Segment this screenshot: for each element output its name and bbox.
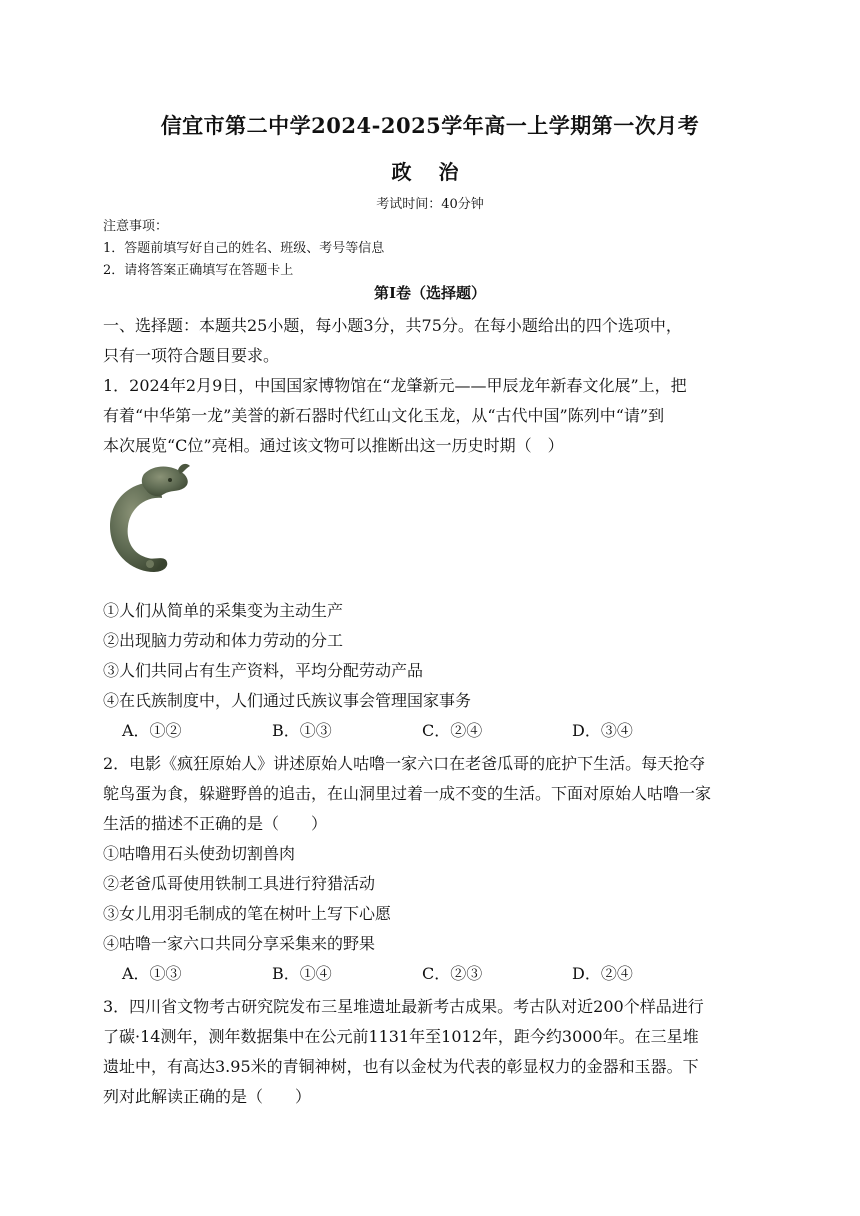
notice-item: 1．答题前填写好自己的姓名、班级、考号等信息 [103, 241, 385, 256]
question-2-statement: ④咕噜一家六口共同分享采集来的野果 [103, 934, 376, 953]
jade-dragon-image [100, 460, 192, 578]
question-2-options [122, 961, 722, 984]
question-1-statement: ③人们共同占有生产资料，平均分配劳动产品 [103, 661, 424, 680]
question-3-stem: 3．四川省文物考古研究院发布三星堆遗址最新考古成果。考古队对近200个样品进行 [103, 997, 704, 1016]
option-c[interactable]: C．②③ [422, 964, 483, 983]
section-instructions: 只有一项符合题目要求。 [103, 346, 280, 365]
question-1-stem: 1．2024年2月9日，中国国家博物馆在“龙肇新元——甲辰龙年新春文化展”上，把 [103, 376, 687, 395]
question-2-statement: ①咕噜用石头使劲切割兽肉 [103, 844, 296, 863]
notice-item: 2．请将答案正确填写在答题卡上 [103, 263, 294, 278]
exam-time: 考试时间：40分钟 [376, 197, 484, 212]
option-b[interactable]: B．①③ [272, 721, 332, 740]
question-2-statement: ②老爸瓜哥使用铁制工具进行狩猎活动 [103, 874, 376, 893]
question-3-stem: 列对此解读正确的是（ ） [103, 1087, 312, 1106]
notice-heading: 注意事项： [103, 219, 169, 234]
question-1-options [122, 718, 722, 741]
option-b[interactable]: B．①④ [272, 964, 332, 983]
question-1-statement: ④在氏族制度中，人们通过氏族议事会管理国家事务 [103, 691, 472, 710]
option-d[interactable]: D．②④ [572, 964, 633, 983]
question-1-statement: ①人们从简单的采集变为主动生产 [103, 601, 344, 620]
section-instructions: 一、选择题：本题共25小题，每小题3分，共75分。在每小题给出的四个选项中， [103, 316, 682, 335]
option-a[interactable]: A．①③ [122, 964, 182, 983]
question-3-stem: 了碳·14测年，测年数据集中在公元前1131年至1012年，距今约3000年。在三星堆 [103, 1027, 699, 1046]
option-c[interactable]: C．②④ [422, 721, 483, 740]
question-2-stem: 2．电影《疯狂原始人》讲述原始人咕噜一家六口在老爸瓜哥的庇护下生活。每天抢夺 [103, 754, 706, 773]
question-1-stem: 本次展览“C位”亮相。通过该文物可以推断出这一历史时期（ ） [103, 436, 564, 455]
question-2-stem: 鸵鸟蛋为食，躲避野兽的追击，在山洞里过着一成不变的生活。下面对原始人咕噜一家 [103, 784, 712, 803]
question-1-statement: ②出现脑力劳动和体力劳动的分工 [103, 631, 344, 650]
question-2-stem: 生活的描述不正确的是（ ） [103, 814, 328, 833]
exam-title: 信宜市第二中学2024-2025学年高一上学期第一次月考 [160, 113, 700, 138]
question-2-statement: ③女儿用羽毛制成的笔在树叶上写下心愿 [103, 904, 392, 923]
question-1-stem: 有着“中华第一龙”美誉的新石器时代红山文化玉龙，从“古代中国”陈列中“请”到 [103, 406, 665, 425]
section-title: 第I卷（选择题） [373, 284, 487, 302]
question-3-stem: 遗址中，有高达3.95米的青铜神树，也有以金杖为代表的彰显权力的金器和玉器。下 [103, 1057, 699, 1076]
option-a[interactable]: A．①② [122, 721, 182, 740]
option-d[interactable]: D．③④ [572, 721, 633, 740]
exam-subject: 政 治 [391, 160, 469, 184]
